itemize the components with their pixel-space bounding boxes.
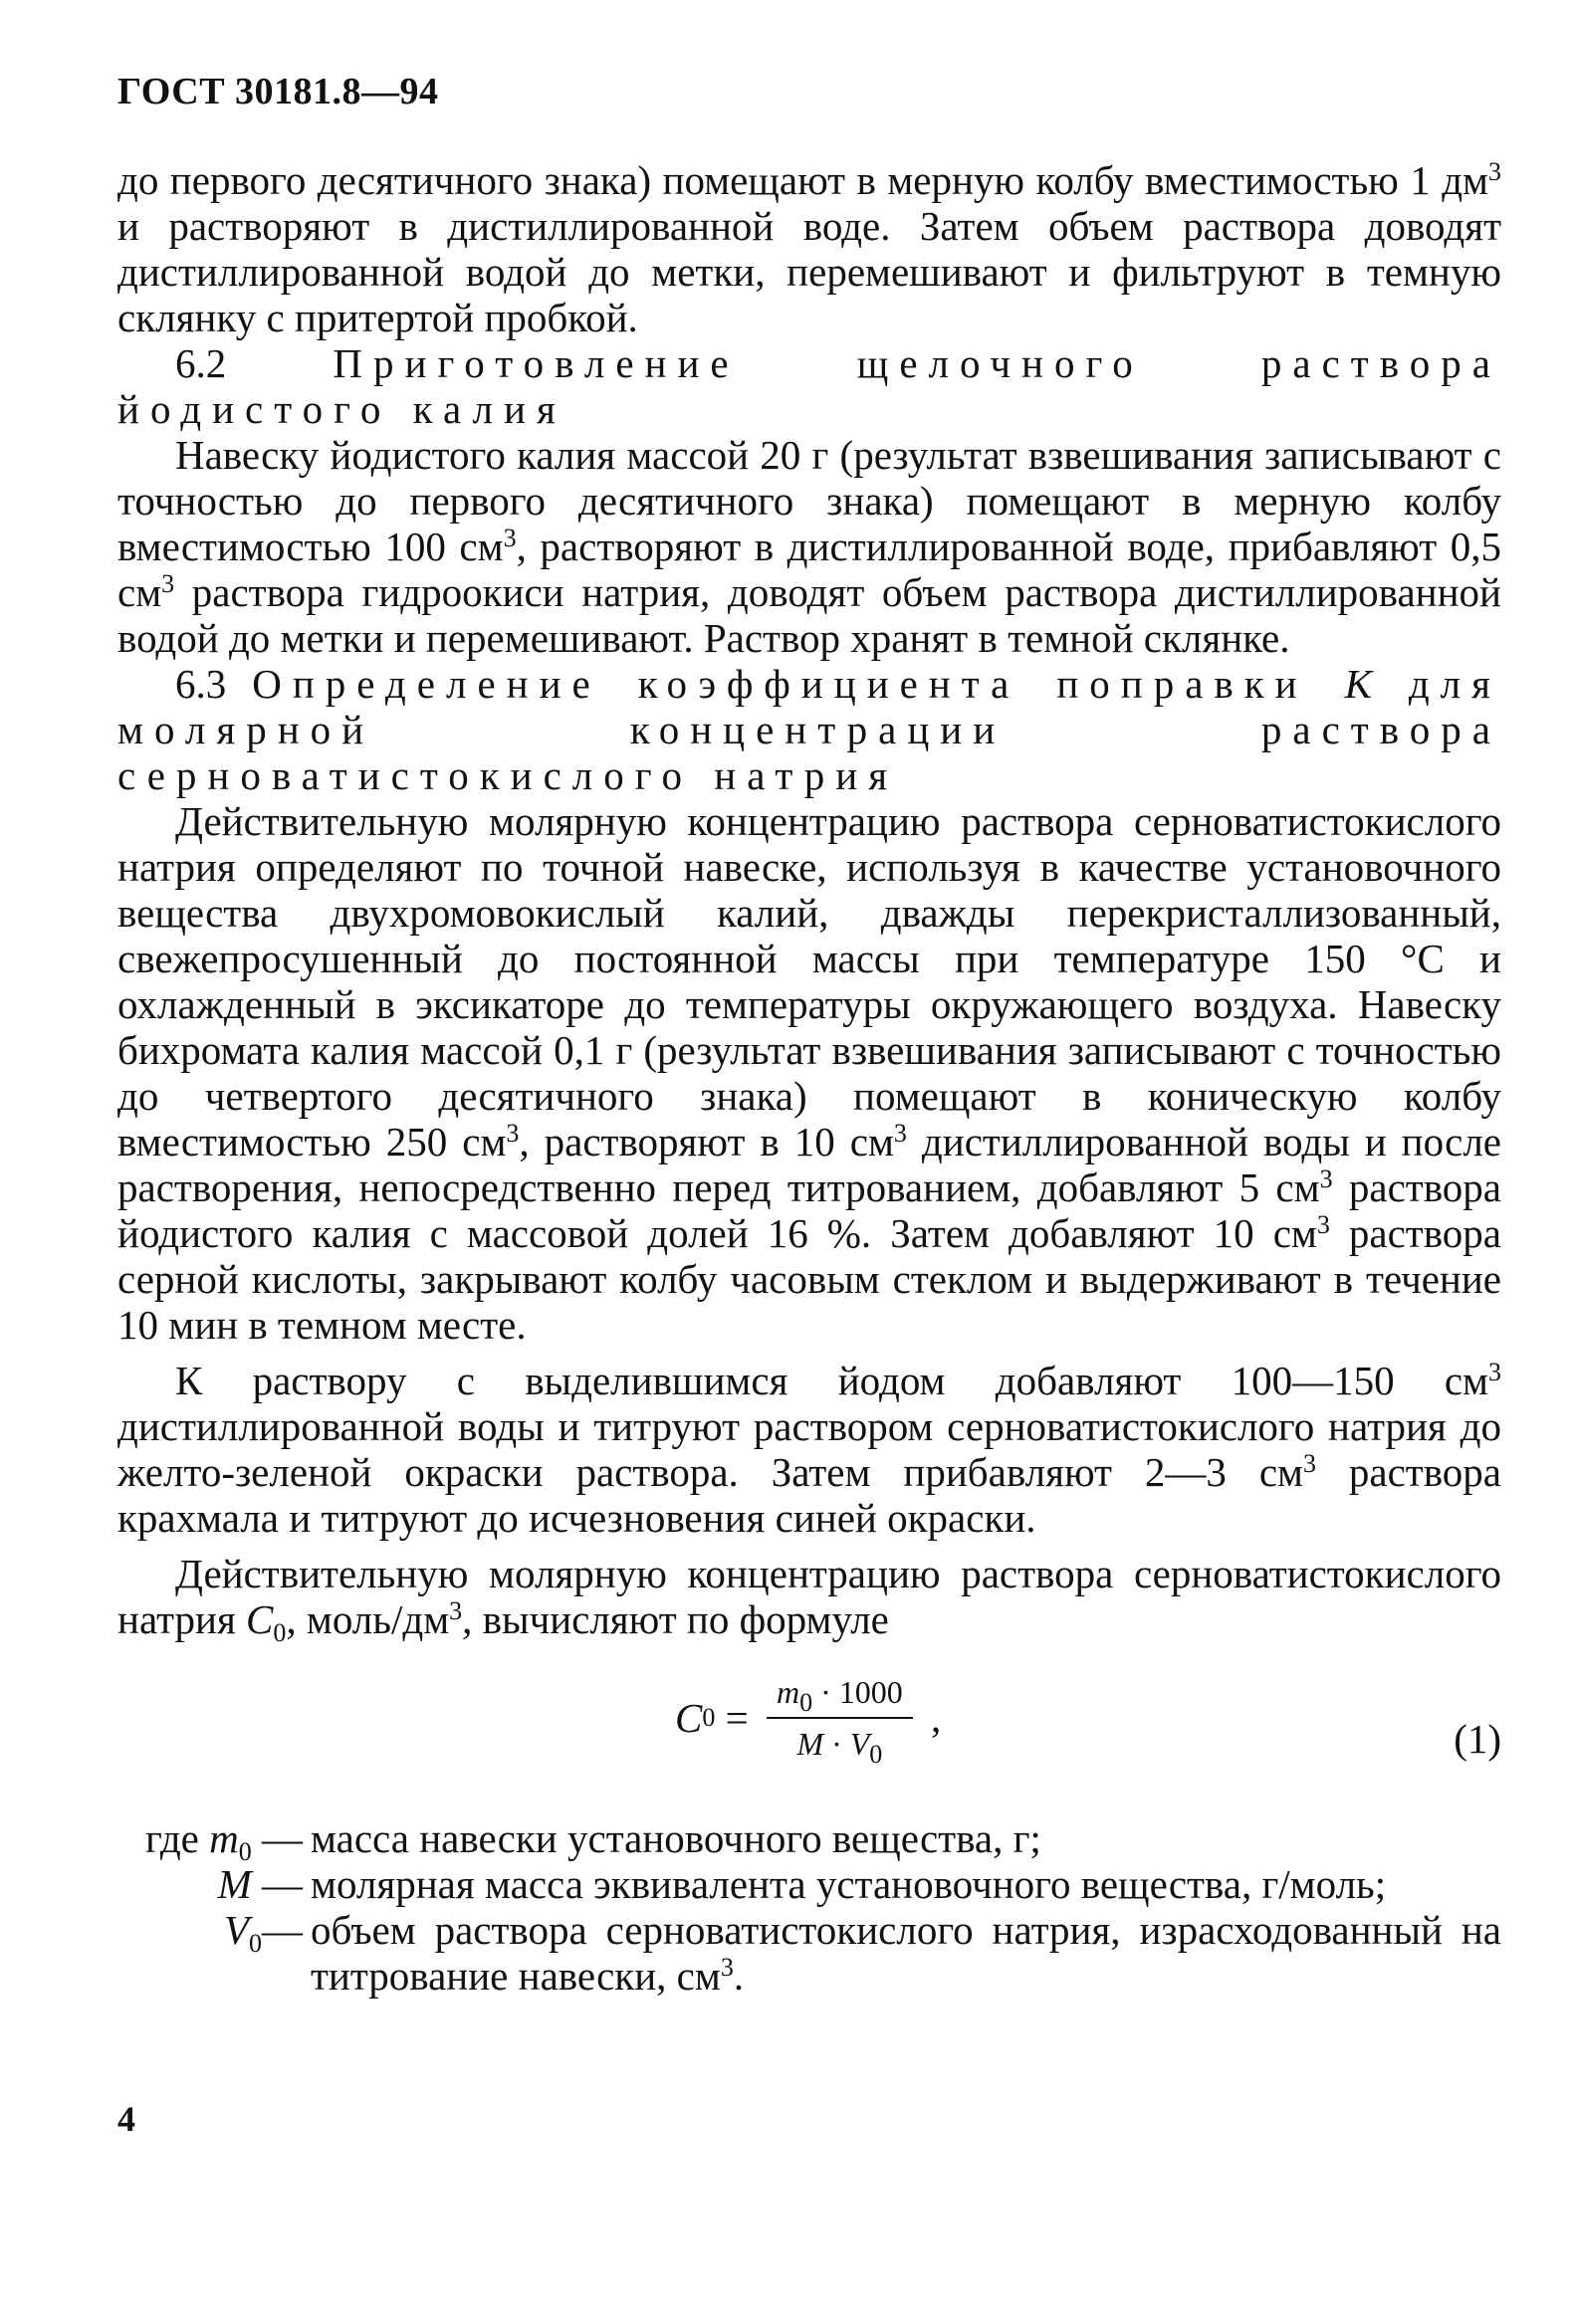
- formula-fraction: [767, 1669, 913, 1767]
- formula-legend: [117, 1815, 1501, 1999]
- paragraph-6-2: Навеску йодистого калия массой 20 г (результат взвешивания записывают с точностью до первого десятичного знака) помещают в мерную колбу вместимостью 100 $см^3$, растворяют в дистиллированной воде, прибавляют 0,5 $см^3$ раствора гидроокиси натрия, доводят объем раствора дистиллированной водой до метки и перемешивают. Раствор хранят в темной склянке.: [117, 432, 1502, 661]
- paragraph-6-3-b: К раствору с выделившимся йодом добавляют 100—150 $см^3$ дистиллированной воды и титруют раствором серноватистокислого натрия до желто-зеленой окраски раствора. Затем прибавляют 2—3 $см^3$ раствора крахмала и титруют до исчезновения синей окраски.: [117, 1358, 1502, 1541]
- paragraph-6-3-c: Действительную молярную концентрацию раствора серноватистокислого натрия $C_0$, моль/$дм^3$, вычисляют по формуле: [117, 1551, 1501, 1647]
- formula-numerator: $m_0 \cdot 1000$: [767, 1669, 913, 1719]
- formula-denominator: $M \cdot V_0$: [796, 1726, 883, 1769]
- equation-number: (1): [1454, 1716, 1501, 1762]
- legend-item: M — молярная масса эквивалента установочного вещества, г/моль;: [217, 1861, 1387, 1907]
- paragraph-6-3-a: Действительную молярную концентрацию раствора серноватистокислого натрия определяют по точной навеске, используя в качестве установочного вещества двухромовокислый калий, дважды перекристаллизованный, свежепросушенный до постоянной массы при температуре 150 °С и охлажденный в эксикаторе до температуры окружающего воздуха. Навеску бихромата калия массой 0,1 г (результат взвешивания записывают с точностью до четвертого десятичного знака) помещают в коническую колбу вместимостью 250 $см^3$, растворяют в 10 $см^3$ дистиллированной воды и после растворения, непосредственно перед титрованием, добавляют 5 $см^3$ раствора йодистого калия с массовой долей 16 %. Затем добавляют 10 $см^3$ раствора серной кислоты, закрывают колбу часовым стеклом и выдерживают в течение 10 мин в темном месте.: [117, 798, 1501, 1348]
- formula-1: C 0 = $\frac{m_0 \cdot 1000}{M \cdot V_0}$ ,: [675, 1658, 941, 1778]
- legend-item: где $m_0$ — масса навески установочного вещества, г;: [145, 1815, 1041, 1866]
- page-header: ГОСТ 30181.8—94: [117, 71, 439, 112]
- document-body: [117, 157, 1501, 1999]
- legend-item: $V_0—$ объем раствора серноватистокислого натрия, израсходованный на титрование навески, $см^3$.: [223, 1907, 1501, 1999]
- section-heading-6-3: 6.3 Определение коэффициента поправки К для молярной концентрации раствора серноватистокислого натрия: [117, 661, 1501, 798]
- section-heading-6-2: 6.2 Приготовление щелочного раствора йодистого калия: [117, 340, 1502, 432]
- paragraph-continuation: до первого десятичного знака) помещают в мерную колбу вместимостью 1 $дм^3$ и растворяют в дистиллированной воде. Затем объем раствора доводят дистиллированной водой до метки, перемешивают и фильтруют в темную склянку с притертой пробкой.: [117, 157, 1501, 340]
- formula-block: [117, 1658, 1501, 1807]
- page-number: 4: [117, 2099, 135, 2139]
